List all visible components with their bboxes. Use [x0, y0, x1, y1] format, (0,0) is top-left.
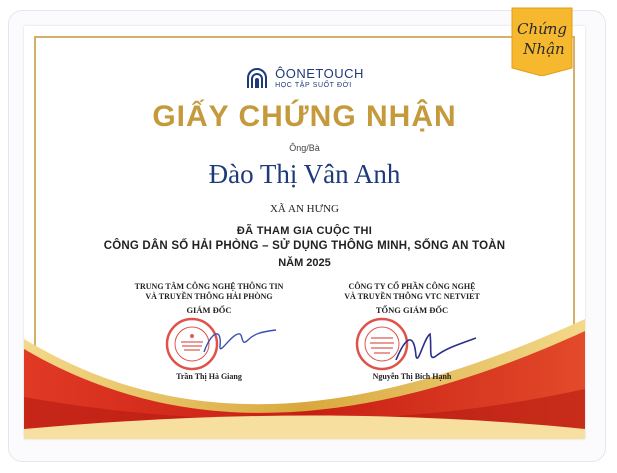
- left-role: GIÁM ĐỐC: [186, 305, 232, 315]
- right-signature-scribble: [390, 326, 480, 370]
- left-org-line2: VÀ TRUYỀN THÔNG HẢI PHÒNG: [145, 292, 273, 301]
- logo-name: ONETOUCH: [285, 66, 364, 81]
- chung-nhan-badge: [506, 4, 578, 76]
- salutation: Ông/Bà: [289, 143, 320, 153]
- right-role: TỔNG GIÁM ĐỐC: [375, 305, 449, 315]
- right-org-line1: CÔNG TY CỔ PHẦN CÔNG NGHỆ: [348, 282, 476, 291]
- logo: [24, 66, 585, 90]
- left-org-line1: TRUNG TÂM CÔNG NGHỆ THÔNG TIN: [134, 282, 284, 291]
- left-signature-scribble: [200, 322, 280, 362]
- contest-year: NĂM 2025: [278, 257, 331, 269]
- right-signature-block: [297, 282, 527, 315]
- certificate-title: GIẤY CHỨNG NHẬN: [152, 100, 457, 133]
- certificate: [24, 26, 585, 439]
- recipient-name: Đào Thị Vân Anh: [208, 159, 401, 189]
- badge-line1: Chứng: [516, 20, 568, 38]
- recipient-commune: XÃ AN HƯNG: [269, 203, 340, 215]
- logo-tagline: HỌC TẬP SUỐT ĐỜI: [275, 82, 352, 89]
- badge-line2: Nhận: [523, 40, 565, 58]
- right-org-line2: VÀ TRUYỀN THÔNG VTC NETVIET: [344, 292, 480, 301]
- left-signature-block: [94, 282, 324, 315]
- logo-arch-icon: [245, 66, 269, 90]
- contest-name: CÔNG DÂN SỐ HẢI PHÒNG – SỬ DỤNG THÔNG MINH, SỐNG AN TOÀN: [103, 240, 506, 252]
- logo-name-prefix: Ô: [275, 66, 286, 81]
- participation-line: ĐÃ THAM GIA CUỘC THI: [236, 225, 373, 237]
- right-signer-name: Nguyễn Thị Bích Hạnh: [372, 372, 452, 381]
- left-signer-name: Trần Thị Hà Giang: [176, 372, 242, 381]
